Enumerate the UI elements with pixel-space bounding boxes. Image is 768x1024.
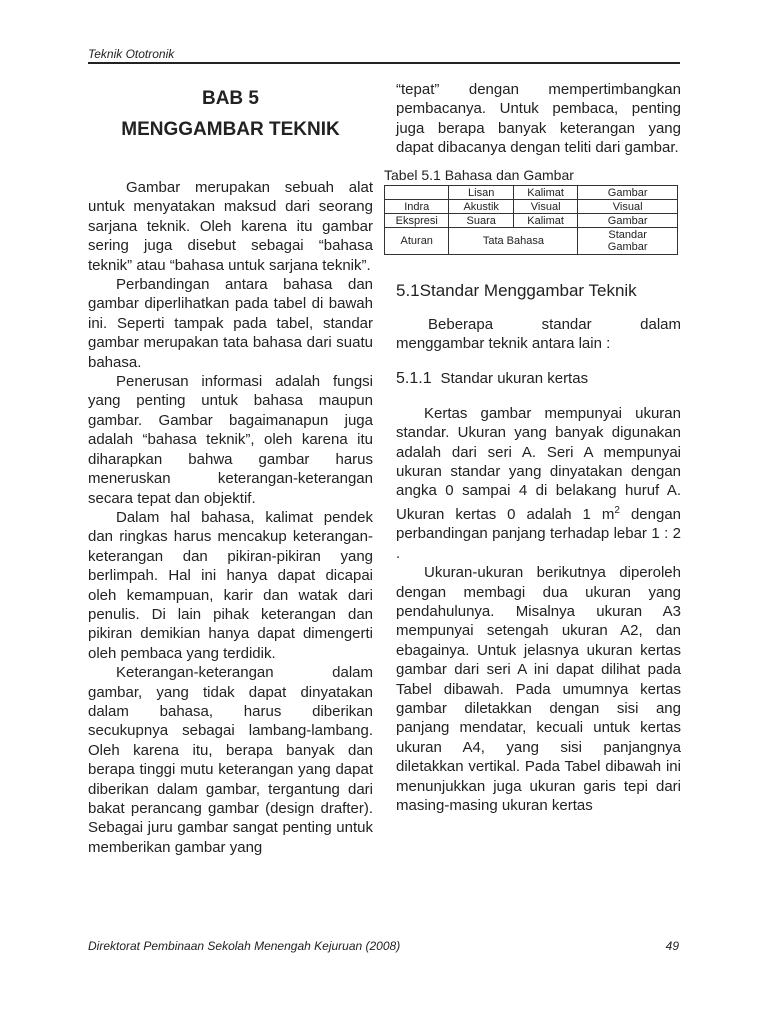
- body-paragraph: Perbandingan antara bahasa dan gambar diperlihatkan pada tabel di bawah ini. Seperti tampak pada tabel, standar gambar merupakan tata bahasa dari suatu bahasa.: [88, 276, 373, 371]
- table-row: [385, 186, 678, 200]
- table-row: [385, 228, 678, 255]
- section-title: Standar Menggambar Teknik: [419, 281, 637, 301]
- body-paragraph: “tepat” dengan mempertimbangkan pembacanya. Untuk pembaca, penting juga berapa banyak keterangan yang dapat dibacanya dengan teliti dari gambar.: [396, 81, 681, 157]
- left-column: [88, 80, 373, 857]
- comparison-table: [384, 185, 678, 255]
- section-heading: [396, 279, 681, 303]
- superscript: 2: [614, 504, 620, 516]
- chapter-label: BAB 5: [201, 88, 259, 109]
- table-cell: Gambar: [578, 214, 678, 228]
- table-cell: Akustik: [449, 200, 513, 214]
- table-cell: Indra: [385, 200, 449, 214]
- table-cell: Suara: [449, 214, 513, 228]
- table-row: [385, 200, 678, 214]
- subsection-heading: [396, 368, 681, 390]
- page-number: 49: [665, 939, 679, 953]
- body-paragraph: Dalam hal bahasa, kalimat pendek dan ringkas harus mencakup keterangan-keterangan dan pikiran-pikiran yang berlimpah. Hal ini hanya dapat dicapai oleh kemampuan, karir dan watak dari penulis. Di lain pihak keterangan dan pikiran demikian hanya dapat dimengerti oleh pembaca yang terdidik.: [88, 508, 373, 662]
- body-paragraph: Beberapa standar dalam menggambar teknik antara lain :: [396, 316, 681, 353]
- table-cell: Lisan: [449, 186, 513, 200]
- table-cell: Gambar: [578, 186, 678, 200]
- body-paragraph: Gambar merupakan sebuah alat untuk menyatakan maksud dari seorang sarjana teknik. Oleh karena itu gambar sering juga disebut sebagai “bahasa teknik” atau “bahasa untuk sarjana teknik”.: [88, 179, 373, 274]
- subsection-title: Standar ukuran kertas: [440, 369, 589, 387]
- paragraph-text: Kertas gambar mempunyai ukuran standar. Ukuran yang banyak digunakan adalah dari seri A. Seri A mempunyai ukuran standar yang dinyatakan dengan angka 0 sampai 4 di belakang huruf A. Ukuran kertas 0 adalah 1 m: [396, 404, 681, 523]
- subsection-number: 5.1.1: [396, 369, 432, 387]
- table-caption: Tabel 5.1 Bahasa dan Gambar: [384, 166, 574, 183]
- table-cell: Tata Bahasa: [449, 228, 578, 255]
- chapter-title: MENGGAMBAR TEKNIK: [121, 119, 340, 140]
- body-paragraph: [396, 404, 681, 563]
- table-cell: Kalimat: [513, 214, 577, 228]
- table-cell: Visual: [578, 200, 678, 214]
- body-paragraph: Penerusan informasi adalah fungsi yang penting untuk bahasa maupun gambar. Gambar bagaimanapun juga adalah “bahasa teknik”, oleh karena itu diharapkan bahwa gambar harus meneruskan keterangan-keterangan secara tepat dan objektif.: [88, 373, 373, 507]
- table-row: [385, 214, 678, 228]
- footer-publisher: Direktorat Pembinaan Sekolah Menengah Kejuruan (2008): [88, 939, 401, 953]
- table-cell: Kalimat: [513, 186, 577, 200]
- body-paragraph: Keterangan-keterangan dalam gambar, yang tidak dapat dinyatakan dalam bahasa, harus diberikan secukupnya sebagai lambang-lambang. Oleh karena itu, berapa banyak dan berapa tinggi mutu keterangan yang dapat diberikan dalam gambar, tergantung dari bakat perancang gambar (design drafter). Sebagai juru gambar sangat penting untuk memberikan gambar yang: [88, 664, 373, 856]
- section-number: 5.1: [396, 281, 420, 301]
- table-cell: Standar Gambar: [578, 228, 678, 255]
- paragraph-text: dengan perbandingan panjang terhadap lebar 1 : 2 .: [396, 505, 681, 562]
- table-cell: Visual: [513, 200, 577, 214]
- right-column: [384, 80, 681, 815]
- table-cell: [385, 186, 449, 200]
- running-header: Teknik Ototronik: [88, 47, 175, 61]
- body-paragraph: Ukuran-ukuran berikutnya diperoleh dengan membagi dua ukuran yang pendahulunya. Misalnya ukuran A3 mempunyai setengah ukuran A2, dan ebagainya. Untuk jelasnya ukuran kertas gambar dari seri A ini dapat dilihat pada Tabel dibawah. Pada umumnya kertas gambar diletakkan dengan sisi ang panjang mendatar, kecuali untuk kertas ukuran A4, yang sisi panjangnya diletakkan vertikal. Pada Tabel dibawah ini menunjukkan juga ukuran garis tepi dari masing-masing ukuran kertas: [396, 564, 681, 814]
- table-cell: Ekspresi: [385, 214, 449, 228]
- header-rule: [88, 62, 680, 64]
- table-cell: Aturan: [385, 228, 449, 255]
